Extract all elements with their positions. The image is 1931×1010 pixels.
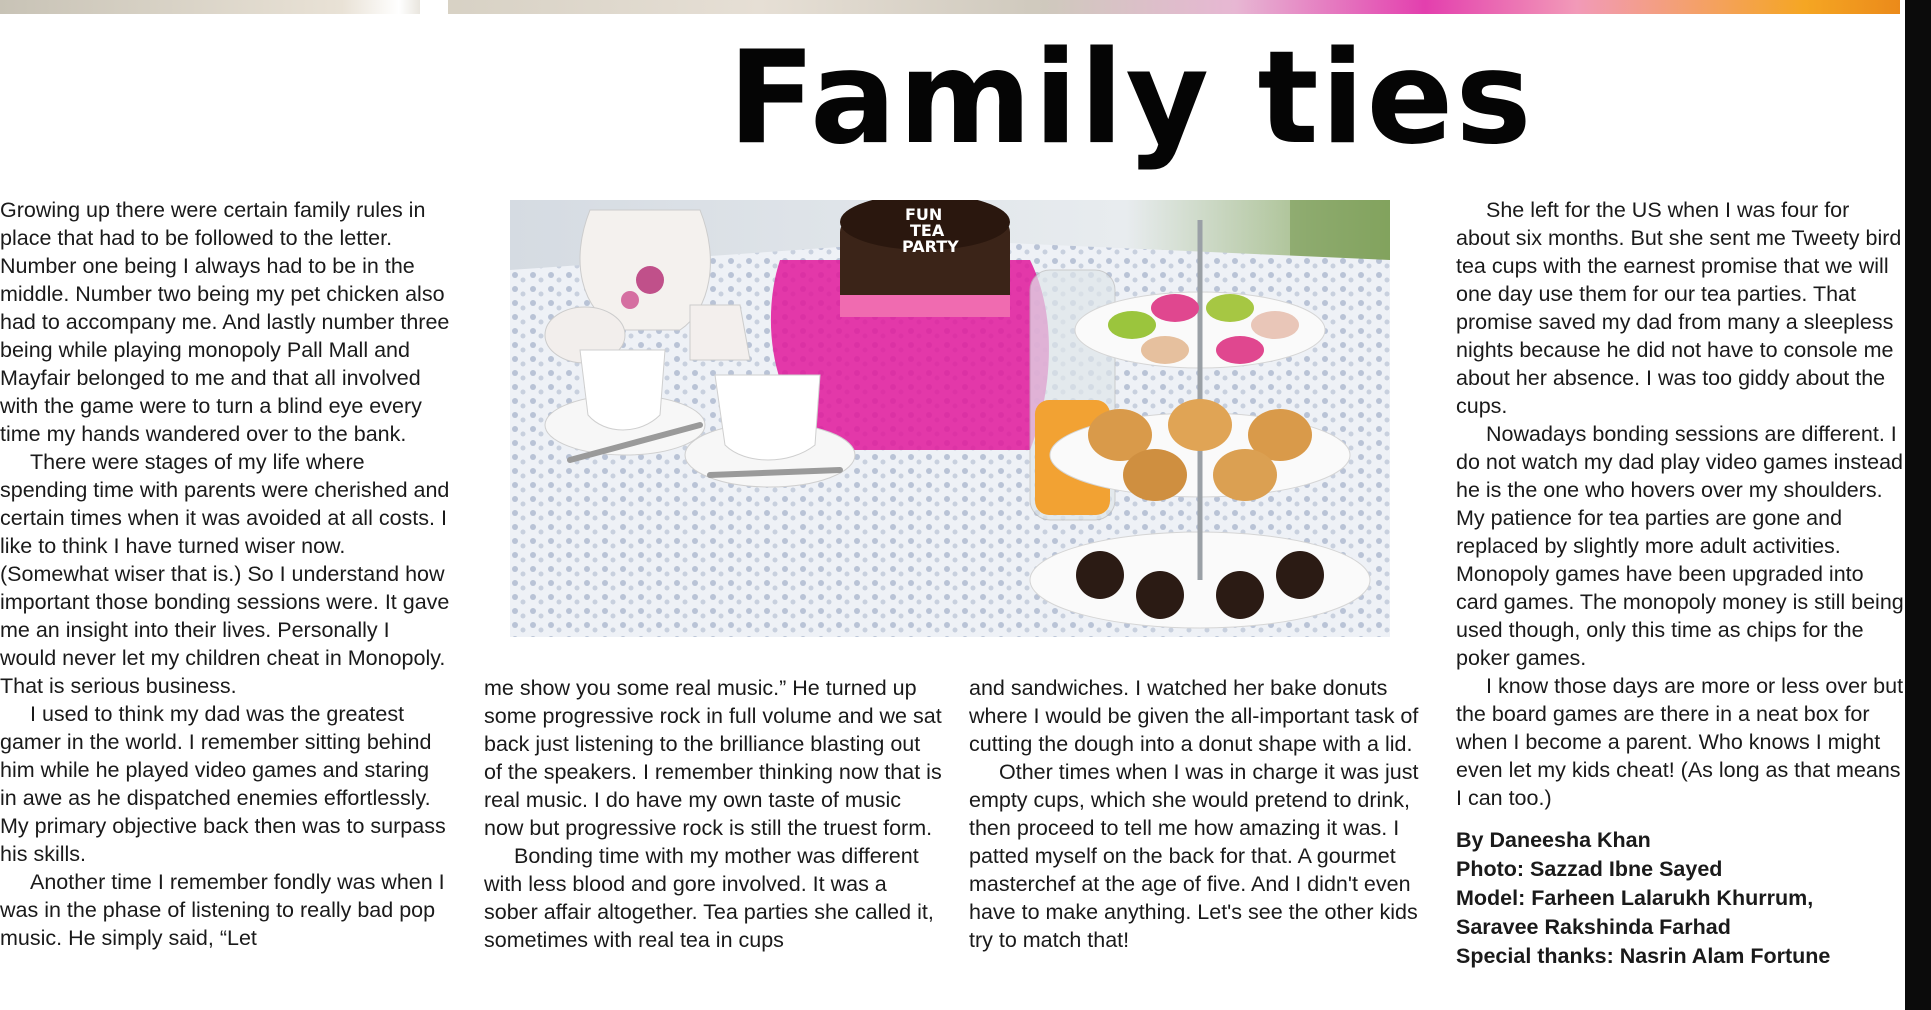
- column-1: [0, 196, 450, 952]
- paragraph: I know those days are more or less over but the board games are there in a neat box for when I become a parent. Who knows I might even let my kids cheat! (As long as that means I can too.): [1456, 674, 1904, 810]
- credits: [1456, 826, 1906, 971]
- floral-decoration: [636, 266, 664, 294]
- paragraph: me show you some real music.” He turned up some progressive rock in full volume and we sat back just listening to the brilliance blasting out of the speakers. I remember thinking now that is real music. I do have my own taste of music now but progressive rock is still the truest form.: [484, 676, 942, 840]
- page-edge: [1905, 0, 1931, 1010]
- macaron: [1216, 336, 1264, 364]
- tea-party-illustration: [510, 200, 1390, 637]
- model-credit-cont: Saravee Rakshinda Farhad: [1456, 915, 1731, 939]
- paragraph: There were stages of my life where spending time with parents were cherished and certain times when it was avoided at all costs. I like to think I have turned wiser now. (Somewhat wiser that is.) So I understand how important those bonding sessions were. It gave me an insight into their lives. Personally I would never let my children cheat in Monopoly. That is serious business.: [0, 450, 450, 698]
- cake-text-2: TEA: [910, 221, 945, 240]
- paragraph: She left for the US when I was four for about six months. But she sent me Tweety bird tea cups with the earnest promise that we will one day use them for our tea parties. That promise saved my dad from many a sleepless nights because he did not have to console me about her absence. I was too giddy about the cups.: [1456, 198, 1902, 418]
- macaron: [1251, 311, 1299, 339]
- chocolate-bite: [1216, 571, 1264, 619]
- headline: Family ties: [728, 24, 1534, 173]
- column-2: [484, 674, 944, 954]
- column-4: [1456, 196, 1906, 971]
- teacup: [580, 350, 665, 430]
- macaron: [1151, 294, 1199, 322]
- sausage-roll: [1123, 449, 1187, 501]
- cake-text-3: PARTY: [902, 237, 959, 256]
- sausage-roll: [1168, 399, 1232, 451]
- tea-party-photo: [510, 200, 1390, 637]
- paragraph: Bonding time with my mother was different with less blood and gore involved. It was a sober affair altogether. Tea parties she called it, sometimes with real tea in cups: [484, 844, 934, 952]
- teacup: [715, 375, 820, 460]
- creamer: [690, 305, 750, 360]
- chocolate-bite: [1136, 571, 1184, 619]
- macaron: [1206, 294, 1254, 322]
- model-credit: Model: Farheen Lalarukh Khurrum,: [1456, 886, 1814, 910]
- photo-credit: Photo: Sazzad Ibne Sayed: [1456, 857, 1723, 881]
- top-photo-strip: [0, 0, 1900, 14]
- cake-base-frosting: [840, 295, 1010, 317]
- macaron: [1108, 311, 1156, 339]
- paragraph: Growing up there were certain family rules in place that had to be followed to the letter. Number one being I always had to be in the middle. Number two being my pet chicken also had to accompany me. And lastly number three being while playing monopoly Pall Mall and Mayfair belonged to me and that all involved with the game were to turn a blind eye every time my hands wandered over to the bank.: [0, 198, 450, 446]
- floral-decoration: [621, 291, 639, 309]
- paragraph: Nowadays bonding sessions are different. I do not watch my dad play video games instead he is the one who hovers over my shoulders. My patience for tea parties are gone and replaced by slightly more adult activities. Monopoly games have been upgraded into card games. The monopoly money is still being used though, only this time as chips for the poker games.: [1456, 422, 1904, 670]
- special-thanks: Special thanks: Nasrin Alam Fortune: [1456, 944, 1831, 968]
- column-3: [969, 674, 1429, 954]
- strip-gap: [420, 0, 448, 14]
- cake-text-1: FUN: [905, 205, 943, 224]
- paragraph: I used to think my dad was the greatest gamer in the world. I remember sitting behind him while he played video games and staring in awe as he dispatched enemies effortlessly. My primary objective back then was to surpass his skills.: [0, 702, 446, 866]
- paragraph: Other times when I was in charge it was just empty cups, which she would pretend to drink, then proceed to tell me how amazing it was. I patted myself on the back for that. A gourmet masterchef at the age of five. And I didn't even have to make anything. Let's see the other kids try to match that!: [969, 760, 1419, 952]
- macaron: [1141, 336, 1189, 364]
- sausage-roll: [1213, 449, 1277, 501]
- byline: By Daneesha Khan: [1456, 828, 1651, 852]
- chocolate-bite: [1276, 551, 1324, 599]
- paragraph: and sandwiches. I watched her bake donuts where I would be given the all-important task of cutting the dough into a donut shape with a lid.: [969, 676, 1419, 756]
- chocolate-bite: [1076, 551, 1124, 599]
- paragraph: Another time I remember fondly was when I was in the phase of listening to really bad pop music. He simply said, “Let: [0, 870, 445, 950]
